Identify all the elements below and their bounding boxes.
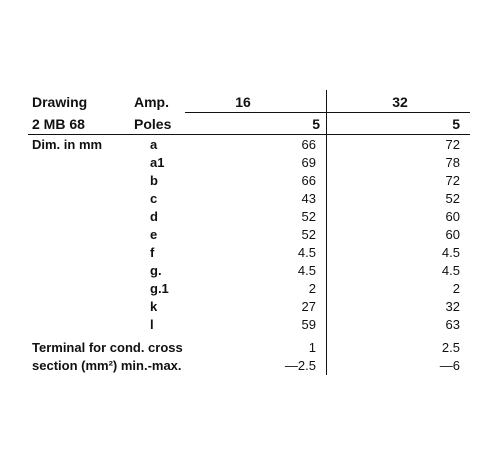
dim-key: f <box>150 245 155 260</box>
poles-16-value: 5 <box>312 116 320 132</box>
header-rule-bottom <box>28 134 470 135</box>
dim-value-16: 43 <box>301 191 316 206</box>
dim-value-16: 4.5 <box>297 245 316 260</box>
terminal-16-min: 1 <box>308 340 316 355</box>
dim-value-16: 59 <box>301 317 316 332</box>
dim-key: d <box>150 209 158 224</box>
dim-value-16: 4.5 <box>297 263 316 278</box>
dim-value-16: 66 <box>301 173 316 188</box>
dim-value-16: 66 <box>301 137 316 152</box>
dim-value-32: 32 <box>445 299 460 314</box>
dim-value-16: 27 <box>301 299 316 314</box>
dim-key: g. <box>150 263 162 278</box>
column-separator <box>326 90 327 375</box>
amp-16-header: 16 <box>235 94 251 110</box>
terminal-label-line2: section (mm²) min.-max. <box>32 358 182 373</box>
dim-key: c <box>150 191 158 206</box>
dim-value-32: 2 <box>452 281 460 296</box>
terminal-16-max: —2.5 <box>284 358 316 373</box>
dim-value-32: 78 <box>445 155 460 170</box>
terminal-32-max: —6 <box>439 358 460 373</box>
dim-value-32: 63 <box>445 317 460 332</box>
dim-key: b <box>150 173 158 188</box>
dim-value-32: 4.5 <box>441 263 460 278</box>
amp-32-header: 32 <box>392 94 408 110</box>
dim-value-16: 52 <box>301 227 316 242</box>
amp-label: Amp. <box>134 94 169 110</box>
poles-32-value: 5 <box>452 116 460 132</box>
dim-key: k <box>150 299 158 314</box>
dim-key: a1 <box>150 155 165 170</box>
dim-key: a <box>150 137 158 152</box>
dim-value-32: 60 <box>445 209 460 224</box>
drawing-code: 2 MB 68 <box>32 116 85 132</box>
dim-key: g.1 <box>150 281 169 296</box>
dim-value-32: 4.5 <box>441 245 460 260</box>
dim-value-32: 52 <box>445 191 460 206</box>
dim-value-16: 2 <box>308 281 316 296</box>
dim-value-16: 52 <box>301 209 316 224</box>
header-rule-top <box>185 112 470 113</box>
dim-label: Dim. in mm <box>32 137 103 152</box>
terminal-label-line1: Terminal for cond. cross <box>32 340 183 355</box>
terminal-32-min: 2.5 <box>441 340 460 355</box>
dim-value-32: 72 <box>445 137 460 152</box>
dim-value-32: 72 <box>445 173 460 188</box>
dim-key: e <box>150 227 158 242</box>
dim-value-16: 69 <box>301 155 316 170</box>
poles-label: Poles <box>134 116 172 132</box>
dim-value-32: 60 <box>445 227 460 242</box>
drawing-label: Drawing <box>32 94 88 110</box>
dim-key: l <box>150 317 154 332</box>
